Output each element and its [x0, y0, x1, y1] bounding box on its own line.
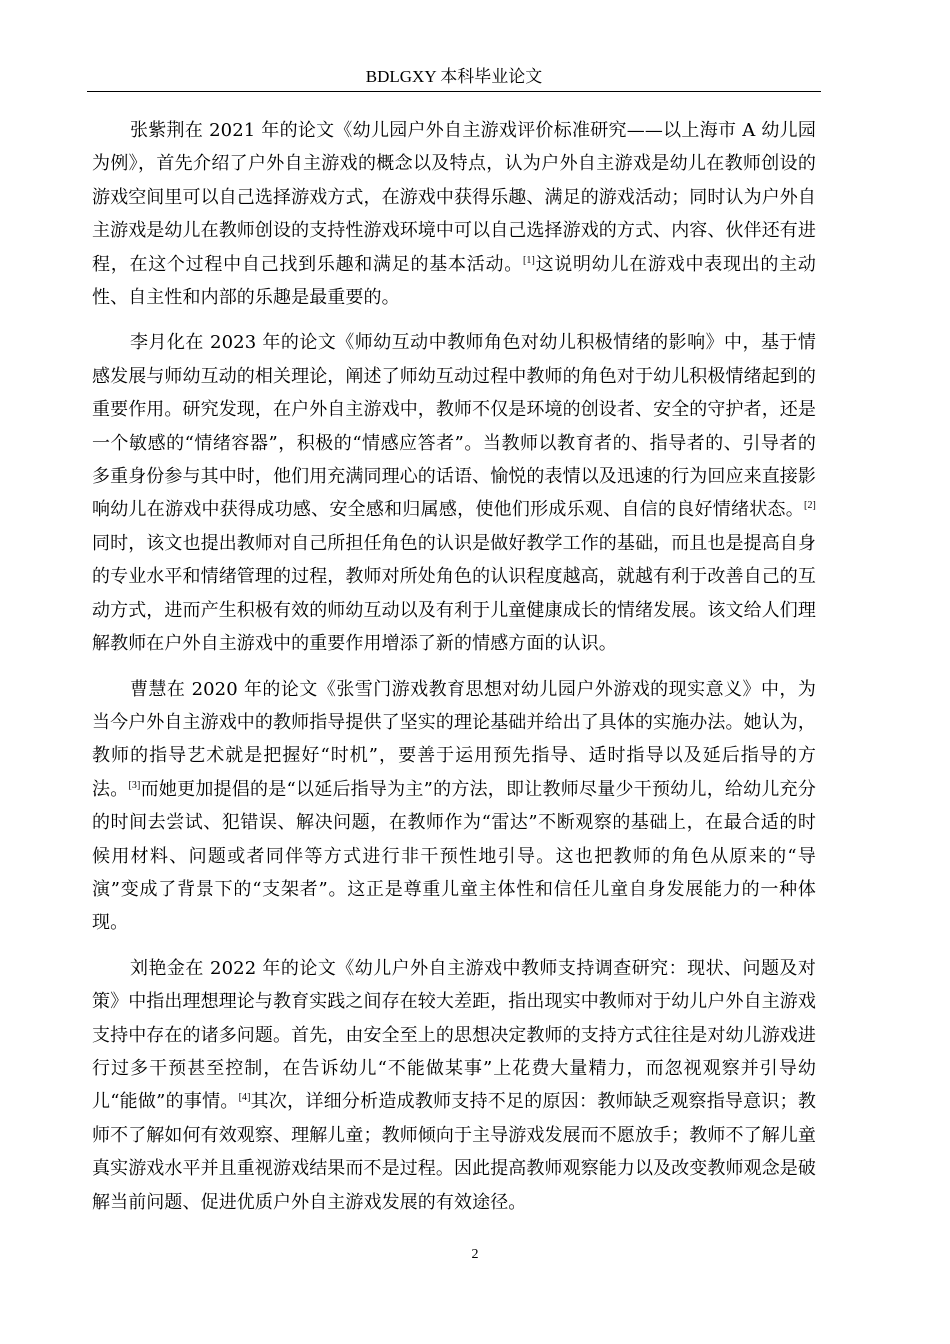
paragraph-cao-hui	[92, 673, 816, 940]
paragraph-text: 同时，该文也提出教师对自己所担任角色的认识是做好教学工作的基础，而且也是提高自身的专业水平和情绪管理的过程，教师对所处角色的认识程度越高，就越有利于改善自己的互动方式，进而产生积极有效的师幼互动以及有利于儿童健康成长的情绪发展。该文给人们理解教师在户外自主游戏中的重要作用增添了新的情感方面的认识。	[92, 532, 816, 655]
paragraph-text: 曹慧在 2020 年的论文《张雪门游戏教育思想对幼儿园户外游戏的现实意义》中，为当今户外自主游戏中的教师指导提供了坚实的理论基础并给出了具体的实施办法。她认为，教师的指导艺术就是把握好“时机”，要善于运用预先指导、适时指导以及延后指导的方法。	[92, 678, 816, 800]
paragraph-text: 其次，详细分析造成教师支持不足的原因：教师缺乏观察指导意识；教师不了解如何有效观察、理解儿童；教师倾向于主导游戏发展而不愿放手；教师不了解儿童真实游戏水平并且重视游戏结果而不是过程。因此提高教师观察能力以及改变教师观念是破解当前问题、促进优质户外自主游戏发展的有效途径。	[92, 1091, 816, 1213]
citation-marker: [1]	[522, 254, 535, 266]
page-number: 2	[471, 1247, 479, 1262]
paragraph-text: 张紫荆在 2021 年的论文《幼儿园户外自主游戏评价标准研究——以上海市 A 幼儿园为例》，首先介绍了户外自主游戏的概念以及特点，认为户外自主游戏是幼儿在教师创设的游戏空间里可以自己选择游戏方式，在游戏中获得乐趣、满足的游戏活动；同时认为户外自主游戏是幼儿在教师创设的支持性游戏环境中可以自己选择游戏的方式、内容、伙伴还有进程，在这个过程中自己找到乐趣和满足的基本活动。	[92, 120, 817, 275]
citation-marker: [3]	[128, 779, 141, 791]
paragraph-zhang-zijing	[92, 114, 816, 314]
paragraph-li-yuehua	[92, 326, 816, 660]
paragraph-liu-yanjin	[92, 952, 816, 1219]
header-divider	[87, 91, 821, 92]
paragraph-text: 刘艳金在 2022 年的论文《幼儿户外自主游戏中教师支持调查研究：现状、问题及对策》中指出理想理论与教育实践之间存在较大差距，指出现实中教师对于幼儿户外自主游戏支持中存在的诸多问题。首先，由安全至上的思想决定教师的支持方式往往是对幼儿游戏进行过多干预甚至控制，在告诉幼儿“不能做某事”上花费大量精力，而忽视观察并引导幼儿“能做”的事情。	[92, 957, 816, 1113]
citation-marker: [4]	[238, 1092, 251, 1104]
running-header: BDLGXY 本科毕业论文	[365, 67, 543, 86]
paragraph-text: 而她更加提倡的是“以延后指导为主”的方法，即让教师尽量少干预幼儿，给幼儿充分的时间去尝试、犯错误、解决问题，在教师作为“雷达”不断观察的基础上，在最合适的时候用材料、问题或者同伴等方式进行非干预性地引导。这也把教师的角色从原来的“导演”变成了背景下的“支架者”。这正是尊重儿童主体性和信任儿童自身发展能力的一种体现。	[92, 778, 816, 934]
paragraph-text: 李月化在 2023 年的论文《师幼互动中教师角色对幼儿积极情绪的影响》中，基于情感发展与师幼互动的相关理论，阐述了师幼互动过程中教师的角色对于幼儿积极情绪起到的重要作用。研究发现，在户外自主游戏中，教师不仅是环境的创设者、安全的守护者，还是一个敏感的“情绪容器”，积极的“情感应答者”。当教师以教育者的、指导者的、引导者的多重身份参与其中时，他们用充满同理心的话语、愉悦的表情以及迅速的行为回应来直接影响幼儿在游戏中获得成功感、安全感和归属感，使他们形成乐观、自信的良好情绪状态。	[92, 332, 816, 521]
citation-marker: [2]	[804, 500, 816, 512]
body-text	[92, 114, 816, 1231]
paragraph-text: 这说明幼儿在游戏中表现出的主动性、自主性和内部的乐趣是最重要的。	[92, 253, 816, 309]
